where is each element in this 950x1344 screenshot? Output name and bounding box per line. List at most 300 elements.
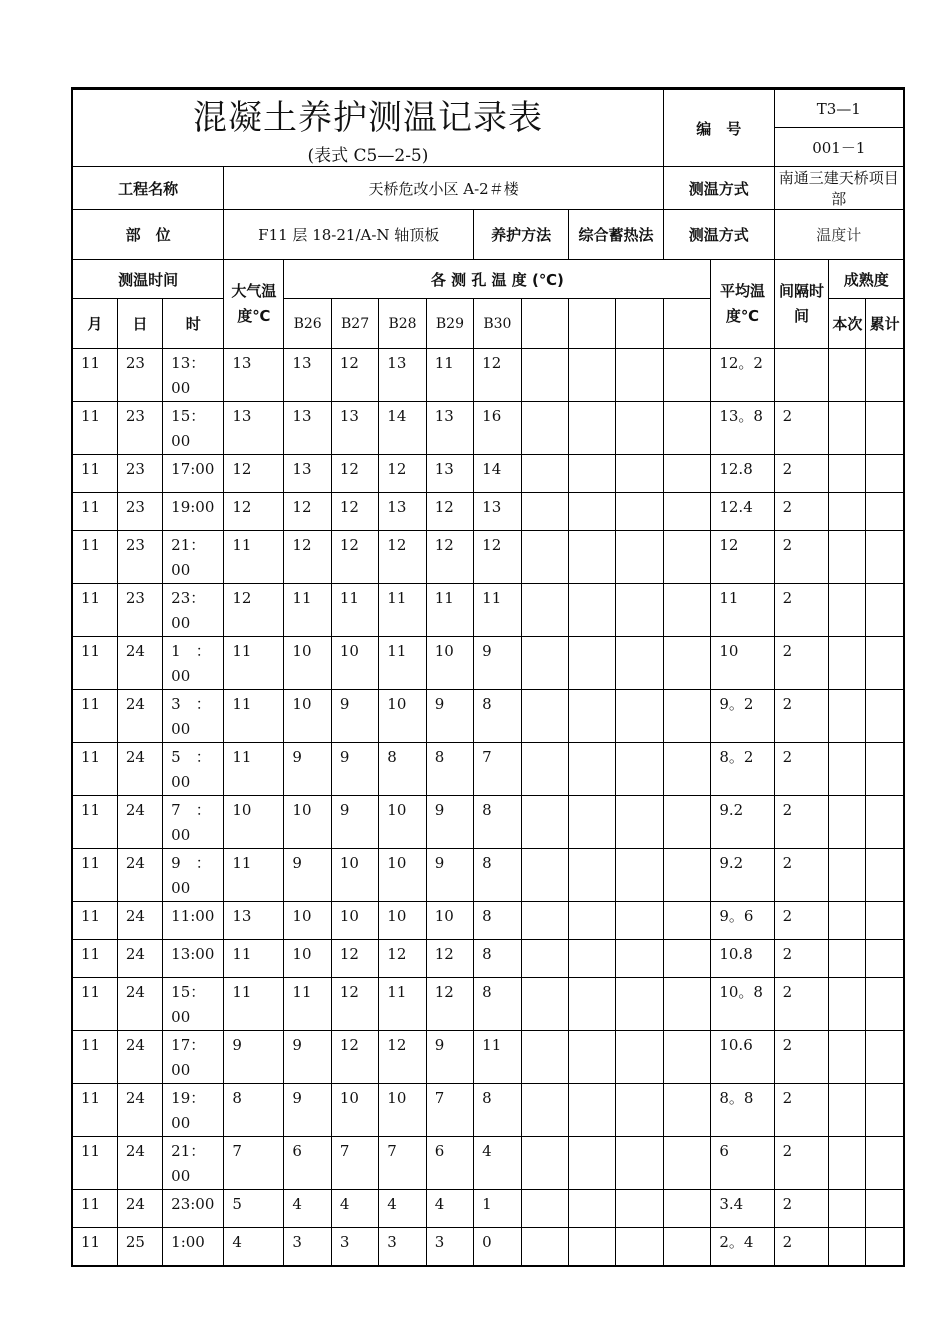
cell-hole-temp: 12 [331, 940, 378, 978]
header-month: 月 [72, 299, 117, 349]
cell-hole-temp: 8 [379, 743, 426, 796]
table-row [72, 902, 904, 940]
cell-hole-temp: 8 [474, 940, 521, 978]
cell-empty [663, 493, 710, 531]
cell-maturity-this [829, 902, 866, 940]
cell-interval: 2 [774, 493, 829, 531]
cell-day: 23 [117, 493, 162, 531]
cell-hole-temp: 12 [379, 455, 426, 493]
cell-empty [663, 349, 710, 402]
cell-empty [521, 690, 568, 743]
header-maturity-this: 本次 [829, 299, 866, 349]
cell-time: 11:00 [163, 902, 224, 940]
cell-empty [663, 455, 710, 493]
cell-avg-temp: 10.6 [711, 1031, 774, 1084]
cell-time: 1 ：00 [163, 637, 224, 690]
cell-empty [663, 1228, 710, 1266]
cell-empty [569, 531, 616, 584]
cell-maturity-this [829, 743, 866, 796]
cell-maturity-this [829, 849, 866, 902]
cell-hole-temp: 11 [474, 584, 521, 637]
cell-hole-temp: 12 [331, 455, 378, 493]
cell-hole-temp: 12 [331, 349, 378, 402]
form-code: (表式 C5—2-5) [307, 146, 429, 166]
project-value: 天桥危改小区 A-2＃楼 [224, 167, 664, 210]
cell-empty [616, 743, 663, 796]
cell-time: 5 ：00 [163, 743, 224, 796]
cell-avg-temp: 6 [711, 1137, 774, 1190]
cell-day: 24 [117, 940, 162, 978]
cell-empty [616, 690, 663, 743]
cell-hole-temp: 8 [426, 743, 473, 796]
cell-maturity-total [866, 584, 904, 637]
cell-hole-temp: 1 [474, 1190, 521, 1228]
cell-hole-temp: 9 [426, 796, 473, 849]
cell-hole-temp: 10 [426, 902, 473, 940]
cell-hole-temp: 9 [474, 637, 521, 690]
cell-avg-temp: 9。2 [711, 690, 774, 743]
cell-empty [569, 1031, 616, 1084]
header-time: 测温时间 [72, 260, 224, 299]
table-row [72, 1031, 904, 1084]
table-row [72, 940, 904, 978]
measure-method-label: 测温方式 [663, 167, 774, 210]
header-maturity: 成熟度 [829, 260, 904, 299]
cell-hole-temp: 7 [379, 1137, 426, 1190]
cell-hole-temp: 12 [331, 1031, 378, 1084]
header-hole-temps: 各 测 孔 温 度 (℃) [284, 260, 711, 299]
cell-air-temp: 4 [224, 1228, 284, 1266]
cell-time: 23:00 [163, 1190, 224, 1228]
cell-air-temp: 12 [224, 584, 284, 637]
cell-time: 1:00 [163, 1228, 224, 1266]
cell-day: 24 [117, 1031, 162, 1084]
cell-hole-temp: 14 [379, 402, 426, 455]
cell-empty [521, 584, 568, 637]
cell-maturity-total [866, 493, 904, 531]
cell-avg-temp: 8。8 [711, 1084, 774, 1137]
cell-empty [521, 531, 568, 584]
cell-hole-temp: 10 [379, 1084, 426, 1137]
cell-month: 11 [72, 1228, 117, 1266]
hole-label: B27 [331, 299, 378, 349]
cell-maturity-total [866, 455, 904, 493]
cell-empty [569, 1190, 616, 1228]
cell-maturity-total [866, 690, 904, 743]
cell-air-temp: 11 [224, 978, 284, 1031]
cell-maturity-this [829, 690, 866, 743]
cell-hole-temp: 12 [426, 940, 473, 978]
cell-empty [663, 1190, 710, 1228]
cell-hole-temp: 8 [474, 690, 521, 743]
cell-hole-temp: 12 [379, 1031, 426, 1084]
cell-maturity-this [829, 1228, 866, 1266]
cell-day: 23 [117, 349, 162, 402]
cell-empty [521, 493, 568, 531]
cell-empty [521, 1084, 568, 1137]
cell-hole-temp: 10 [331, 849, 378, 902]
cell-hole-temp: 10 [379, 690, 426, 743]
cell-time: 7 ：00 [163, 796, 224, 849]
cell-maturity-this [829, 349, 866, 402]
table-row [72, 849, 904, 902]
number-label: 编 号 [663, 90, 774, 167]
cell-empty [569, 493, 616, 531]
cell-hole-temp: 11 [284, 978, 331, 1031]
cell-empty [616, 902, 663, 940]
cell-time: 15：00 [163, 978, 224, 1031]
cell-day: 24 [117, 1084, 162, 1137]
cell-interval: 2 [774, 1228, 829, 1266]
cell-month: 11 [72, 349, 117, 402]
page-title: 混凝土养护测温记录表 [192, 98, 543, 138]
cell-time: 21：00 [163, 1137, 224, 1190]
cell-avg-temp: 8。2 [711, 743, 774, 796]
cell-air-temp: 13 [224, 902, 284, 940]
cell-empty [616, 849, 663, 902]
cell-empty [616, 637, 663, 690]
cell-avg-temp: 9.2 [711, 796, 774, 849]
cell-month: 11 [72, 902, 117, 940]
cell-time: 13：00 [163, 349, 224, 402]
cell-hole-temp: 10 [284, 690, 331, 743]
hole-label: B30 [474, 299, 521, 349]
cell-month: 11 [72, 1190, 117, 1228]
cell-day: 23 [117, 584, 162, 637]
cell-empty [663, 940, 710, 978]
cell-month: 11 [72, 1137, 117, 1190]
cell-air-temp: 11 [224, 637, 284, 690]
table-row [72, 455, 904, 493]
cell-time: 9 ：00 [163, 849, 224, 902]
cell-month: 11 [72, 1084, 117, 1137]
cell-empty [663, 743, 710, 796]
cell-empty [616, 531, 663, 584]
cell-hole-temp: 7 [426, 1084, 473, 1137]
cell-month: 11 [72, 940, 117, 978]
cell-day: 24 [117, 690, 162, 743]
cell-hole-temp: 4 [331, 1190, 378, 1228]
cell-hole-temp: 13 [284, 402, 331, 455]
cell-empty [521, 743, 568, 796]
cell-hole-temp: 11 [379, 637, 426, 690]
cell-maturity-this [829, 455, 866, 493]
cell-empty [521, 978, 568, 1031]
table-row [72, 978, 904, 1031]
cell-hole-temp: 6 [284, 1137, 331, 1190]
cell-hole-temp: 9 [331, 690, 378, 743]
hole-label: B26 [284, 299, 331, 349]
cell-hole-temp: 11 [474, 1031, 521, 1084]
cell-air-temp: 11 [224, 849, 284, 902]
table-row [72, 743, 904, 796]
cell-empty [663, 1031, 710, 1084]
cell-air-temp: 5 [224, 1190, 284, 1228]
cell-month: 11 [72, 978, 117, 1031]
cell-maturity-this [829, 796, 866, 849]
cell-maturity-this [829, 402, 866, 455]
cell-maturity-this [829, 1137, 866, 1190]
table-row [72, 349, 904, 402]
cell-hole-temp: 4 [474, 1137, 521, 1190]
number-top: T3—1 [774, 90, 904, 128]
table-row [72, 1137, 904, 1190]
cell-month: 11 [72, 455, 117, 493]
cell-hole-temp: 7 [331, 1137, 378, 1190]
cell-hole-temp: 12 [379, 940, 426, 978]
cell-maturity-total [866, 531, 904, 584]
hole-label: B29 [426, 299, 473, 349]
cell-hole-temp: 9 [284, 1084, 331, 1137]
cell-avg-temp: 10.8 [711, 940, 774, 978]
cell-air-temp: 10 [224, 796, 284, 849]
cell-empty [569, 796, 616, 849]
cell-hole-temp: 3 [426, 1228, 473, 1266]
cell-month: 11 [72, 584, 117, 637]
cell-maturity-total [866, 1137, 904, 1190]
cell-empty [521, 796, 568, 849]
cell-hole-temp: 3 [331, 1228, 378, 1266]
cell-time: 21：00 [163, 531, 224, 584]
cell-maturity-total [866, 402, 904, 455]
table-row [72, 493, 904, 531]
measure-tool: 温度计 [774, 210, 904, 260]
cell-hole-temp: 3 [379, 1228, 426, 1266]
cell-month: 11 [72, 849, 117, 902]
cell-avg-temp: 13。8 [711, 402, 774, 455]
cell-avg-temp: 10。8 [711, 978, 774, 1031]
curing-label: 养护方法 [474, 210, 569, 260]
cell-air-temp: 11 [224, 690, 284, 743]
cell-avg-temp: 10 [711, 637, 774, 690]
cell-hole-temp: 13 [426, 455, 473, 493]
cell-maturity-this [829, 940, 866, 978]
cell-empty [521, 455, 568, 493]
cell-empty [521, 1031, 568, 1084]
cell-empty [663, 690, 710, 743]
cell-time: 17：00 [163, 1031, 224, 1084]
cell-empty [569, 1137, 616, 1190]
cell-empty [616, 455, 663, 493]
cell-interval: 2 [774, 402, 829, 455]
cell-hole-temp: 8 [474, 796, 521, 849]
cell-time: 17:00 [163, 455, 224, 493]
temperature-record-table [71, 87, 905, 1267]
cell-empty [616, 493, 663, 531]
cell-empty [663, 637, 710, 690]
cell-avg-temp: 3.4 [711, 1190, 774, 1228]
header-maturity-total: 累计 [866, 299, 904, 349]
location-value: F11 层 18-21/A-N 轴顶板 [224, 210, 474, 260]
empty-hole-header [521, 299, 568, 349]
cell-interval: 2 [774, 1190, 829, 1228]
header-air-temp: 大气温度℃ [224, 260, 284, 349]
table-row [72, 796, 904, 849]
cell-hole-temp: 13 [379, 493, 426, 531]
cell-avg-temp: 9。6 [711, 902, 774, 940]
cell-empty [569, 849, 616, 902]
table-row [72, 531, 904, 584]
table-row [72, 1084, 904, 1137]
cell-air-temp: 11 [224, 531, 284, 584]
cell-hole-temp: 9 [331, 743, 378, 796]
cell-maturity-total [866, 637, 904, 690]
cell-hole-temp: 10 [284, 902, 331, 940]
cell-hole-temp: 13 [426, 402, 473, 455]
cell-empty [569, 584, 616, 637]
cell-month: 11 [72, 1031, 117, 1084]
cell-month: 11 [72, 796, 117, 849]
cell-air-temp: 7 [224, 1137, 284, 1190]
cell-hole-temp: 12 [331, 493, 378, 531]
cell-hole-temp: 9 [426, 849, 473, 902]
cell-maturity-this [829, 1031, 866, 1084]
cell-interval: 2 [774, 531, 829, 584]
cell-maturity-this [829, 637, 866, 690]
cell-empty [663, 402, 710, 455]
cell-empty [569, 637, 616, 690]
cell-day: 24 [117, 743, 162, 796]
cell-maturity-total [866, 743, 904, 796]
cell-empty [569, 902, 616, 940]
header-hour: 时 [163, 299, 224, 349]
cell-empty [616, 1137, 663, 1190]
cell-empty [569, 1084, 616, 1137]
cell-interval: 2 [774, 978, 829, 1031]
cell-time: 19:00 [163, 493, 224, 531]
cell-hole-temp: 13 [284, 455, 331, 493]
cell-interval [774, 349, 829, 402]
cell-interval: 2 [774, 940, 829, 978]
cell-avg-temp: 9.2 [711, 849, 774, 902]
hole-label: B28 [379, 299, 426, 349]
cell-hole-temp: 13 [331, 402, 378, 455]
cell-empty [616, 940, 663, 978]
cell-empty [663, 584, 710, 637]
cell-hole-temp: 9 [426, 690, 473, 743]
cell-month: 11 [72, 637, 117, 690]
cell-hole-temp: 4 [379, 1190, 426, 1228]
cell-hole-temp: 9 [426, 1031, 473, 1084]
cell-empty [616, 584, 663, 637]
cell-hole-temp: 11 [426, 349, 473, 402]
cell-month: 11 [72, 531, 117, 584]
cell-hole-temp: 7 [474, 743, 521, 796]
location-label: 部 位 [72, 210, 224, 260]
cell-air-temp: 13 [224, 402, 284, 455]
cell-empty [521, 1137, 568, 1190]
cell-interval: 2 [774, 849, 829, 902]
cell-hole-temp: 12 [426, 978, 473, 1031]
project-label: 工程名称 [72, 167, 224, 210]
cell-empty [521, 1228, 568, 1266]
cell-day: 25 [117, 1228, 162, 1266]
cell-empty [569, 743, 616, 796]
cell-hole-temp: 13 [474, 493, 521, 531]
cell-empty [616, 349, 663, 402]
table-row [72, 1190, 904, 1228]
cell-time: 13:00 [163, 940, 224, 978]
cell-hole-temp: 14 [474, 455, 521, 493]
cell-hole-temp: 9 [284, 849, 331, 902]
cell-empty [616, 978, 663, 1031]
cell-hole-temp: 11 [379, 584, 426, 637]
cell-interval: 2 [774, 637, 829, 690]
cell-day: 24 [117, 902, 162, 940]
cell-interval: 2 [774, 690, 829, 743]
data-rows [72, 349, 904, 1266]
cell-empty [521, 940, 568, 978]
cell-maturity-total [866, 1190, 904, 1228]
cell-empty [616, 1190, 663, 1228]
cell-hole-temp: 10 [284, 796, 331, 849]
cell-maturity-this [829, 493, 866, 531]
cell-empty [663, 1084, 710, 1137]
empty-hole-header [663, 299, 710, 349]
cell-hole-temp: 12 [331, 531, 378, 584]
cell-empty [569, 940, 616, 978]
cell-empty [616, 1084, 663, 1137]
cell-hole-temp: 10 [331, 637, 378, 690]
cell-interval: 2 [774, 455, 829, 493]
empty-hole-header [616, 299, 663, 349]
cell-empty [521, 902, 568, 940]
cell-maturity-this [829, 584, 866, 637]
cell-time: 19：00 [163, 1084, 224, 1137]
cell-empty [663, 1137, 710, 1190]
cell-interval: 2 [774, 584, 829, 637]
cell-hole-temp: 10 [331, 1084, 378, 1137]
measure-method-label-2: 测温方式 [663, 210, 774, 260]
cell-air-temp: 13 [224, 349, 284, 402]
cell-day: 23 [117, 531, 162, 584]
cell-hole-temp: 10 [379, 796, 426, 849]
cell-empty [521, 637, 568, 690]
cell-day: 24 [117, 1190, 162, 1228]
cell-air-temp: 9 [224, 1031, 284, 1084]
cell-hole-temp: 12 [331, 978, 378, 1031]
cell-hole-temp: 9 [284, 743, 331, 796]
table-row [72, 1228, 904, 1266]
cell-air-temp: 12 [224, 455, 284, 493]
cell-empty [663, 902, 710, 940]
cell-maturity-this [829, 1190, 866, 1228]
table-row [72, 690, 904, 743]
cell-hole-temp: 11 [284, 584, 331, 637]
cell-hole-temp: 10 [284, 637, 331, 690]
cell-empty [663, 849, 710, 902]
cell-hole-temp: 12 [284, 493, 331, 531]
cell-air-temp: 12 [224, 493, 284, 531]
cell-hole-temp: 0 [474, 1228, 521, 1266]
cell-day: 24 [117, 1137, 162, 1190]
cell-hole-temp: 12 [426, 531, 473, 584]
cell-maturity-total [866, 1228, 904, 1266]
cell-empty [569, 1228, 616, 1266]
cell-hole-temp: 6 [426, 1137, 473, 1190]
cell-air-temp: 11 [224, 743, 284, 796]
cell-hole-temp: 4 [426, 1190, 473, 1228]
cell-hole-temp: 11 [331, 584, 378, 637]
cell-avg-temp: 12.4 [711, 493, 774, 531]
cell-empty [569, 978, 616, 1031]
number-bottom: 001－1 [774, 128, 904, 167]
cell-maturity-total [866, 1031, 904, 1084]
cell-hole-temp: 8 [474, 902, 521, 940]
cell-maturity-total [866, 940, 904, 978]
cell-avg-temp: 12。2 [711, 349, 774, 402]
cell-hole-temp: 11 [426, 584, 473, 637]
